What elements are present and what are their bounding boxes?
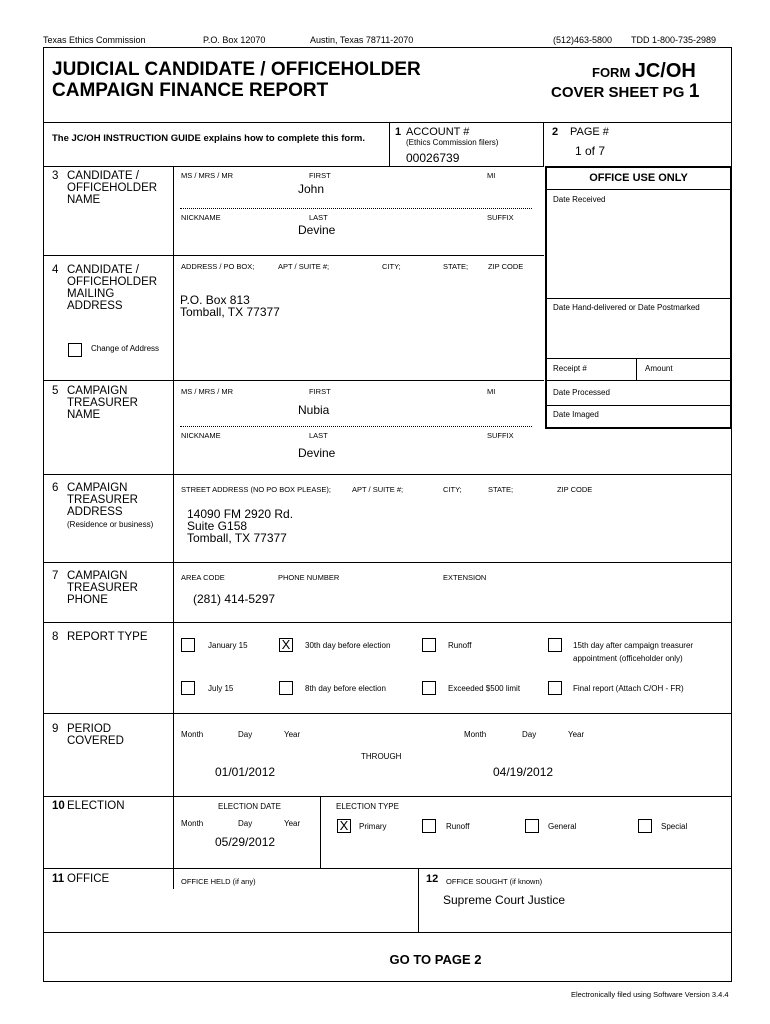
s4-label1: CANDIDATE / [67,264,139,276]
agency-name: Texas Ethics Commission [43,35,146,45]
s3-mi-label: MI [487,171,496,180]
s8-num: 8 [52,631,59,643]
s4-state-label: STATE; [443,262,469,271]
s10-month: Month [181,819,204,828]
s7-phone-label: PHONE NUMBER [278,573,340,582]
report-final-checkbox[interactable] [548,681,562,695]
election-general-checkbox[interactable] [525,819,539,833]
s5-first-label: FIRST [309,387,331,396]
page-value: 1 of 7 [575,144,606,158]
s9-from-month: Month [181,730,204,739]
s11-num: 11 [52,873,65,885]
s10-date-label: ELECTION DATE [218,802,281,811]
s12-label: OFFICE SOUGHT (if known) [446,877,543,886]
footer-software-version: Electronically filed using Software Version 3.4.4 [571,990,729,999]
report-8th-day-label: 8th day before election [305,684,386,693]
s5-label2: TREASURER [67,397,138,409]
report-jan15-label: January 15 [208,641,248,650]
period-from: 01/01/2012 [215,765,276,779]
s7-label1: CAMPAIGN [67,570,128,582]
s4-num: 4 [52,264,59,276]
date-received-label: Date Received [553,195,606,204]
s9-through: THROUGH [361,752,402,761]
s9-from-day: Day [238,730,253,739]
cover-sheet-page: 1 [688,81,700,102]
treasurer-address-line1: 14090 FM 2920 Rd. [187,507,294,521]
report-jul15-checkbox[interactable] [181,681,195,695]
election-date: 05/29/2012 [215,835,276,849]
s10-type-label: ELECTION TYPE [336,802,399,811]
treasurer-address-line3: Tomball, TX 77377 [187,531,287,545]
report-15th-day-label2: appointment (officeholder only) [573,654,683,663]
date-hand-label: Date Hand-delivered or Date Postmarked [553,303,700,312]
date-imaged-label: Date Imaged [553,410,599,419]
s4-label4: ADDRESS [67,300,123,312]
s3-first-label: FIRST [309,171,331,180]
instruction-text: The JC/OH INSTRUCTION GUIDE explains how to complete this form. [52,133,366,144]
office-use-title: OFFICE USE ONLY [589,172,688,184]
election-runoff-label: Runoff [446,822,470,831]
s6-sub: (Residence or business) [67,520,154,529]
report-final-label: Final report (Attach C/OH - FR) [573,684,684,693]
cover-sheet-label: COVER SHEET PG [551,84,685,101]
election-special-label: Special [661,822,688,831]
agency-city: Austin, Texas 78711-2070 [310,35,414,45]
date-processed-label: Date Processed [553,388,610,397]
report-15th-day-label: 15th day after campaign treasurer [573,641,694,650]
s4-label3: MAILING [67,288,115,300]
report-jul15-label: July 15 [208,684,234,693]
treasurer-address-line2: Suite G158 [187,519,248,533]
s5-mi-label: MI [487,387,496,396]
form-title-line1: JUDICIAL CANDIDATE / OFFICEHOLDER [52,59,421,80]
report-30th-day-label: 30th day before election [305,641,391,650]
report-exceeded-checkbox[interactable] [422,681,436,695]
form-code: JC/OH [634,60,696,82]
s6-label3: ADDRESS [67,506,123,518]
s9-label1: PERIOD [67,723,112,735]
agency-phone: (512)463-5800 [553,35,613,45]
candidate-address-line1: P.O. Box 813 [180,293,250,307]
candidate-first-name: John [298,182,325,196]
s10-year: Year [284,819,301,828]
report-runoff-checkbox[interactable] [422,638,436,652]
s3-last-label: LAST [309,213,328,222]
agency-pobox: P.O. Box 12070 [203,35,266,45]
account-num: 1 [395,126,402,138]
change-of-address-checkbox[interactable] [68,343,82,357]
treasurer-first-name: Nubia [298,403,330,417]
s3-suffix-label: SUFFIX [487,213,514,222]
s4-apt-label: APT / SUITE #; [278,262,330,271]
s4-zip-label: ZIP CODE [488,262,524,271]
treasurer-last-name: Devine [298,446,336,460]
s5-nickname-label: NICKNAME [181,431,221,440]
s5-suffix-label: SUFFIX [487,431,514,440]
s6-label2: TREASURER [67,494,138,506]
report-30th-day-checkbox[interactable]: X [279,638,293,652]
account-sub: (Ethics Commission filers) [406,138,499,147]
s6-state-label: STATE; [488,485,514,494]
s3-label3: NAME [67,194,101,206]
s3-label1: CANDIDATE / [67,170,139,182]
report-8th-day-checkbox[interactable] [279,681,293,695]
s9-to-month: Month [464,730,487,739]
s5-num: 5 [52,385,59,397]
page-num: 2 [552,126,559,138]
form-code-block [592,60,696,83]
s10-num: 10 [52,800,65,812]
s8-label: REPORT TYPE [67,631,148,643]
s11-label: OFFICE [67,873,110,885]
s7-ext-label: EXTENSION [443,573,487,582]
s10-day: Day [238,819,253,828]
candidate-address-line2: Tomball, TX 77377 [180,305,280,319]
goto-page-2: GO TO PAGE 2 [389,952,482,967]
s7-label3: PHONE [67,594,108,606]
election-general-label: General [548,822,577,831]
s7-num: 7 [52,570,59,582]
s10-label: ELECTION [67,800,125,812]
cover-sheet-block [551,81,699,103]
page-label: PAGE # [570,126,609,138]
form-label: FORM [592,65,631,80]
s9-label2: COVERED [67,735,124,747]
report-jan15-checkbox[interactable] [181,638,195,652]
report-15th-day-checkbox[interactable] [548,638,562,652]
change-of-address-label: Change of Address [91,344,160,353]
s6-label1: CAMPAIGN [67,482,128,494]
election-primary-checkbox[interactable]: X [337,819,351,833]
form-title-line2: CAMPAIGN FINANCE REPORT [52,80,329,101]
s6-apt-label: APT / SUITE #; [352,485,404,494]
s5-ms-label: MS / MRS / MR [181,387,234,396]
s4-address-label: ADDRESS / PO BOX; [181,262,255,271]
s6-zip-label: ZIP CODE [557,485,593,494]
s5-label3: NAME [67,409,101,421]
office-sought: Supreme Court Justice [443,893,566,907]
treasurer-phone: (281) 414-5297 [193,592,276,606]
report-exceeded-label: Exceeded $500 limit [448,684,521,693]
s9-to-day: Day [522,730,537,739]
s9-num: 9 [52,723,59,735]
s9-to-year: Year [568,730,585,739]
candidate-last-name: Devine [298,223,336,237]
election-primary-label: Primary [359,822,387,831]
election-special-checkbox[interactable] [638,819,652,833]
s3-ms-label: MS / MRS / MR [181,171,234,180]
s4-label2: OFFICEHOLDER [67,276,158,288]
s6-street-label: STREET ADDRESS (NO PO BOX PLEASE); [181,485,331,494]
s11-held-label: OFFICE HELD (if any) [181,877,256,886]
s5-last-label: LAST [309,431,328,440]
s6-city-label: CITY; [443,485,462,494]
s7-label2: TREASURER [67,582,138,594]
s12-num: 12 [426,873,439,885]
period-to: 04/19/2012 [493,765,554,779]
s3-num: 3 [52,170,59,182]
election-runoff-checkbox[interactable] [422,819,436,833]
s9-from-year: Year [284,730,301,739]
account-label: ACCOUNT # [406,126,470,138]
receipt-label: Receipt # [553,364,587,373]
s7-area-label: AREA CODE [181,573,225,582]
report-runoff-label: Runoff [448,641,472,650]
s3-nickname-label: NICKNAME [181,213,221,222]
s4-city-label: CITY; [382,262,401,271]
amount-label: Amount [645,364,673,373]
s6-num: 6 [52,482,59,494]
s3-label2: OFFICEHOLDER [67,182,158,194]
s5-label1: CAMPAIGN [67,385,128,397]
agency-tdd: TDD 1-800-735-2989 [631,35,717,45]
account-value: 00026739 [406,151,460,165]
